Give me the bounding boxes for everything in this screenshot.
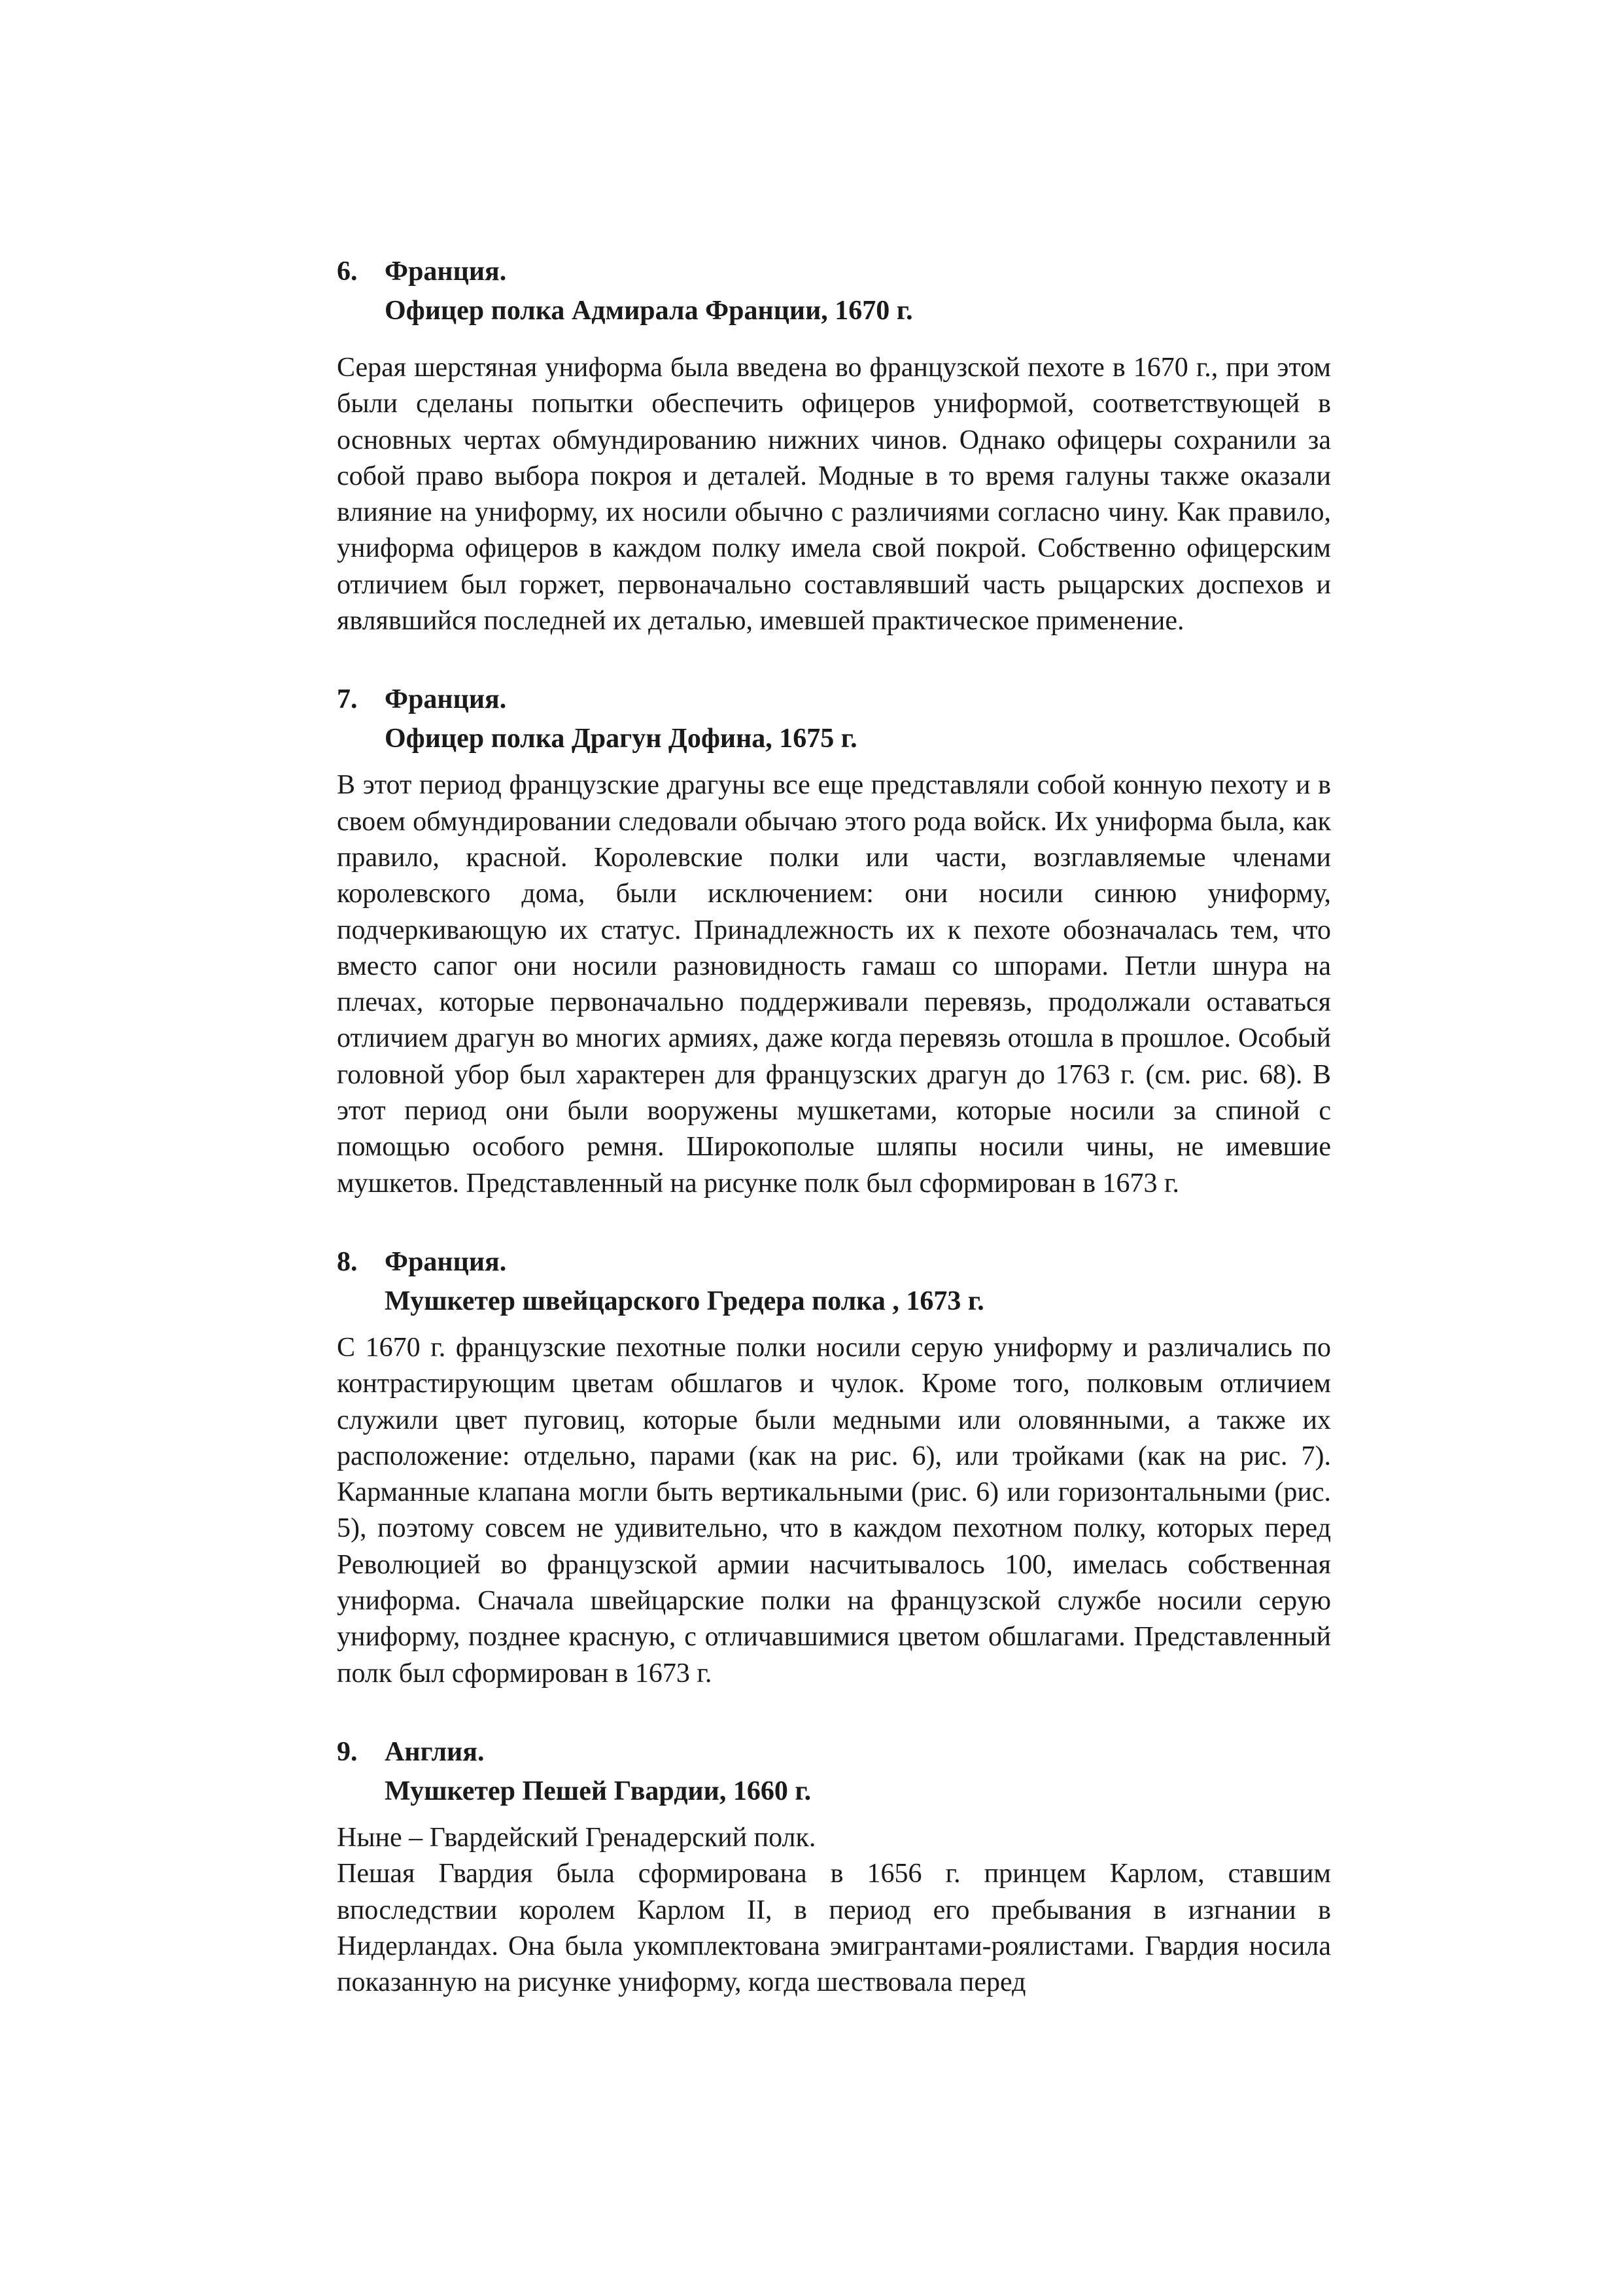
entry-number: 9. xyxy=(337,1736,358,1767)
entry-paragraph: Серая шерстяная униформа была введена во французской пехоте в 1670 г., при этом были сделаны попытки обеспечить офицеров униформой, соответствующей в основных чертах обмундированию нижних чинов. Однако офицеры сохранили за собой право выбора покроя и деталей. Модные в то время галуны также оказали влияние на униформу, их носили обычно с различиями согласно чину. Как правило, униформа офицеров в каждом полку имела свой покрой. Собственно офицерским отличием был горжет, первоначально составлявший часть рыцарских доспехов и являвшийся последней их деталью, имевшей практическое применение. xyxy=(337,353,1331,637)
entry-title: Офицер полка Адмирала Франции, 1670 г. xyxy=(385,296,913,326)
page-content xyxy=(337,252,1331,2001)
entry-title: Офицер полка Драгун Дофина, 1675 г. xyxy=(385,724,857,754)
entry-paragraph: С 1670 г. французские пехотные полки носили серую униформу и различались по контрастирующим цветам обшлагов и чулок. Кроме того, полковым отличием служили цвет пуговиц, которые были медными или оловянными, а также их расположение: отдельно, парами (как на рис. 6), или тройками (как на рис. 7). Карманные клапана могли быть вертикальными (рис. 6) или горизонтальными (рис. 5), поэтому совсем не удивительно, что в каждом пехотном полку, которых перед Революцией во французской армии насчитывалось 100, имелась собственная униформа. Сначала швейцарские полки на французской службе носили серую униформу, позднее красную, с отличавшимися цветом обшлагами. Представленный полк был сформирован в 1673 г. xyxy=(337,1332,1331,1689)
entry-6 xyxy=(337,252,1331,639)
entry-number: 7. xyxy=(337,684,358,715)
entry-9 xyxy=(337,1732,1331,2001)
entry-heading xyxy=(337,252,1331,291)
entry-country: Франция. xyxy=(385,1246,507,1277)
entry-paragraph: В этот период французские драгуны все еще представляли собой конную пехоту и в своем обмундировании следовали обычаю этого рода войск. Их униформа была, как правило, красной. Королевские полки или части, возглавляемые членами королевского дома, были исключением: они носили синюю униформу, подчеркивающую их статус. Принадлежность их к пехоте обозначалась тем, что вместо сапог они носили разновидность гамаш со шпорами. Петли шнура на плечах, которые первоначально поддерживали перевязь, продолжали оставаться отличием драгун во многих армиях, даже когда перевязь отошла в прошлое. Особый головной убор был характерен для французских драгун до 1763 г. (см. рис. 68). В этот период они были вооружены мушкетами, которые носили за спиной с помощью особого ремня. Широкополые шляпы носили чины, не имевшие мушкетов. Представленный на рисунке полк был сформирован в 1673 г. xyxy=(337,770,1331,1199)
entry-country: Франция. xyxy=(385,684,507,715)
entry-7 xyxy=(337,680,1331,1202)
entry-8 xyxy=(337,1242,1331,1692)
entry-paragraph: Пешая Гвардия была сформирована в 1656 г. принцем Карлом, ставшим впоследствии королем Карлом II, в период его пребывания в изгнании в Нидерландах. Она была укомплектована эмигрантами-роялистами. Гвардия носила показанную на рисунке униформу, когда шествовала перед xyxy=(337,1859,1331,1998)
entry-country: Франция. xyxy=(385,256,507,287)
entry-title: Мушкетер Пешей Гвардии, 1660 г. xyxy=(385,1776,812,1806)
entry-paragraph: Ныне – Гвардейский Гренадерский полк. xyxy=(337,1822,816,1853)
entry-heading xyxy=(337,1242,1331,1282)
entry-title: Мушкетер швейцарского Гредера полка , 1673 г. xyxy=(385,1286,984,1316)
entry-number: 8. xyxy=(337,1246,358,1277)
entry-heading xyxy=(337,680,1331,719)
entry-number: 6. xyxy=(337,256,358,287)
entry-heading xyxy=(337,1732,1331,1772)
entry-country: Англия. xyxy=(385,1736,485,1767)
